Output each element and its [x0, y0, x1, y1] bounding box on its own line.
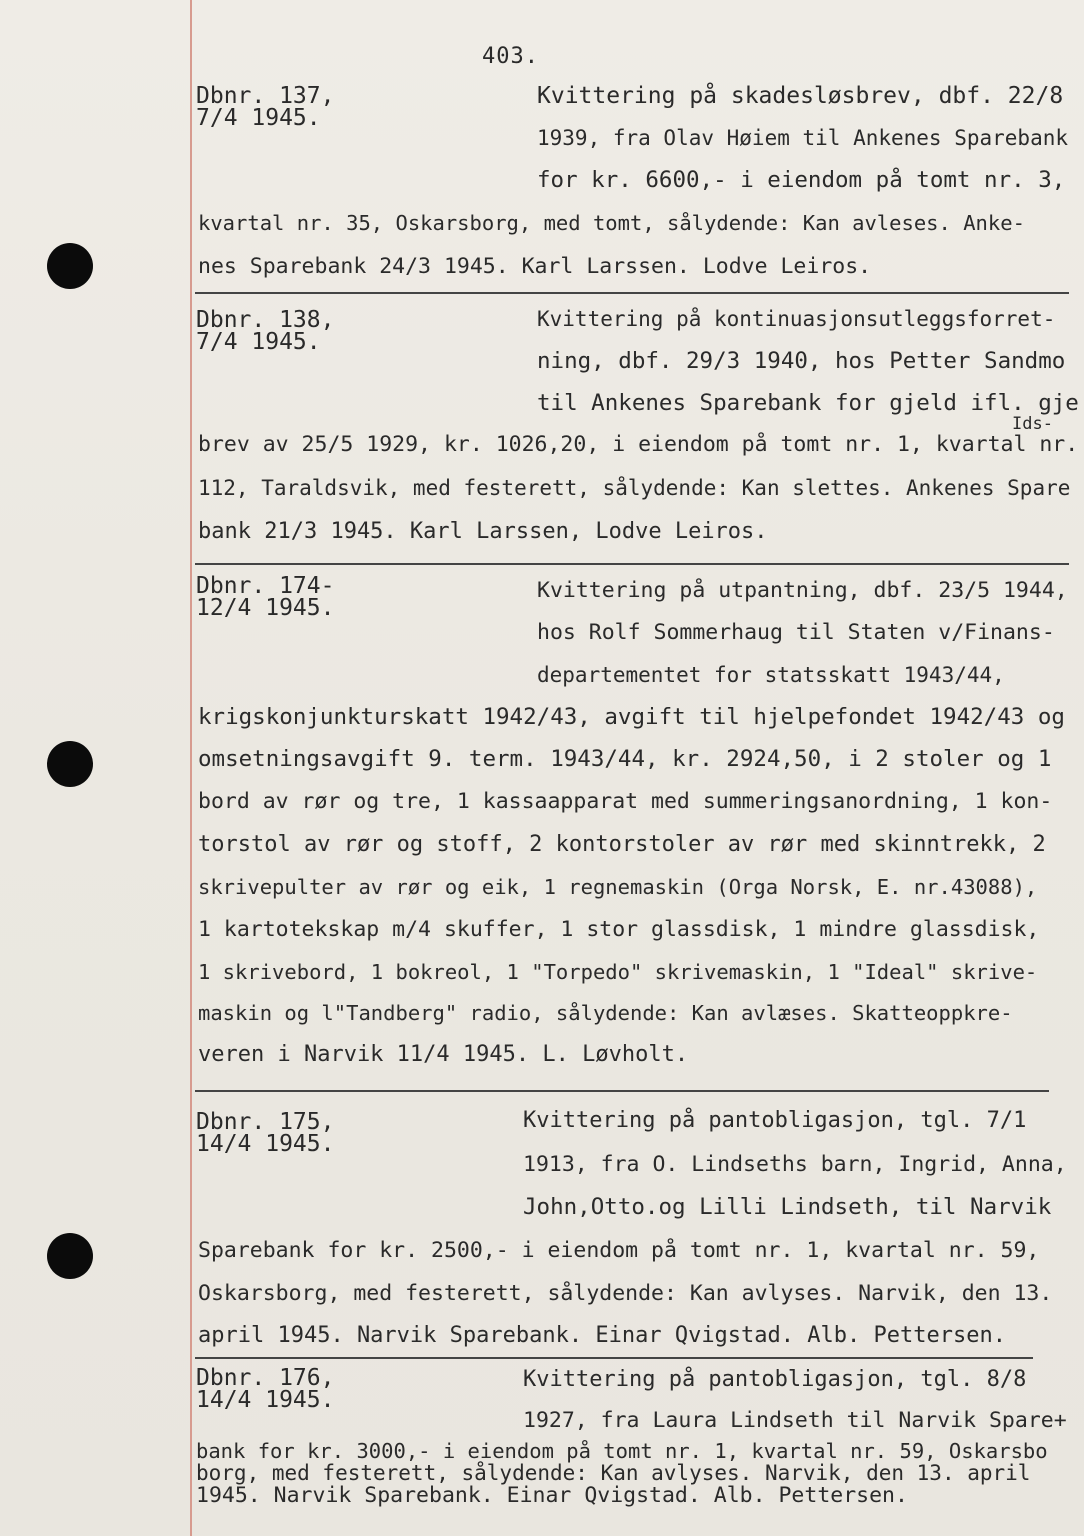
entry-text-line: 1927, fra Laura Lindseth til Narvik Spare+: [523, 1408, 1067, 1433]
entry-text-line: Sparebank for kr. 2500,- i eiendom på tomt nr. 1, kvartal nr. 59,: [198, 1238, 1040, 1263]
entry-ref-number: Dbnr. 174-: [196, 573, 335, 599]
entry-text-line: 1945. Narvik Sparebank. Einar Qvigstad. Alb. Pettersen.: [196, 1483, 908, 1508]
punch-hole: [47, 741, 93, 787]
entry-ref-date: 7/4 1945.: [196, 105, 321, 131]
entry-text-line: omsetningsavgift 9. term. 1943/44, kr. 2924,50, i 2 stoler og 1: [198, 746, 1052, 772]
entry-text-line: 1913, fra O. Lindseths barn, Ingrid, Anna,: [523, 1152, 1067, 1177]
entry-text-line: hos Rolf Sommerhaug til Staten v/Finans-: [537, 620, 1055, 645]
entry-text-line: Kvittering på utpantning, dbf. 23/5 1944,: [537, 578, 1068, 603]
entry-divider: [195, 1090, 1049, 1092]
entry-divider: [195, 1357, 1033, 1359]
entry-text-line: til Ankenes Sparebank for gjeld ifl. gje: [537, 390, 1079, 416]
entry-ref-date: 7/4 1945.: [196, 329, 321, 355]
punch-hole: [47, 1233, 93, 1279]
entry-text-line: maskin og l"Tandberg" radio, sålydende: Kan avlæses. Skatteoppkre-: [198, 1001, 1013, 1025]
entry-text-line: ning, dbf. 29/3 1940, hos Petter Sandmo: [537, 348, 1066, 374]
entry-text-line: skrivepulter av rør og eik, 1 regnemaskin (Orga Norsk, E. nr.43088),: [198, 875, 1038, 899]
entry-text-line: for kr. 6600,- i eiendom på tomt nr. 3,: [537, 167, 1066, 193]
entry-text-line: Ids-: [1012, 414, 1053, 434]
margin-line: [190, 0, 192, 1536]
entry-text-line: Kvittering på skadesløsbrev, dbf. 22/8: [537, 83, 1064, 109]
entry-ref-date: 14/4 1945.: [196, 1131, 335, 1157]
entry-ref-number: Dbnr. 137,: [196, 83, 335, 109]
entry-text-line: Kvittering på pantobligasjon, tgl. 7/1: [523, 1108, 1027, 1133]
entry-text-line: nes Sparebank 24/3 1945. Karl Larssen. Lodve Leiros.: [198, 254, 872, 279]
entry-ref-date: 12/4 1945.: [196, 595, 335, 621]
entry-text-line: John,Otto.og Lilli Lindseth, til Narvik: [523, 1194, 1052, 1220]
entry-divider: [195, 563, 1069, 565]
page-number: 403.: [482, 44, 539, 69]
entry-text-line: 1 kartotekskap m/4 skuffer, 1 stor glassdisk, 1 mindre glassdisk,: [198, 917, 1040, 942]
entry-text-line: departementet for statsskatt 1943/44,: [537, 663, 1005, 687]
entry-ref-number: Dbnr. 138,: [196, 307, 335, 333]
entry-text-line: 112, Taraldsvik, med festerett, sålydende: Kan slettes. Ankenes Spare: [198, 476, 1071, 500]
entry-text-line: torstol av rør og stoff, 2 kontorstoler av rør med skinntrekk, 2: [198, 832, 1046, 857]
entry-text-line: Kvittering på pantobligasjon, tgl. 8/8: [523, 1367, 1027, 1392]
entry-text-line: april 1945. Narvik Sparebank. Einar Qvigstad. Alb. Pettersen.: [198, 1323, 1006, 1348]
entry-ref-number: Dbnr. 176,: [196, 1365, 335, 1391]
entry-ref-date: 14/4 1945.: [196, 1387, 335, 1413]
entry-text-line: veren i Narvik 11/4 1945. L. Løvholt.: [198, 1042, 689, 1067]
entry-text-line: Oskarsborg, med festerett, sålydende: Kan avlyses. Narvik, den 13.: [198, 1281, 1053, 1306]
entry-text-line: borg, med festerett, sålydende: Kan avlyses. Narvik, den 13. april: [196, 1461, 1031, 1485]
entry-text-line: Kvittering på kontinuasjonsutleggsforret-: [537, 307, 1056, 331]
entry-divider: [195, 292, 1069, 294]
entry-text-line: 1939, fra Olav Høiem til Ankenes Sparebank: [537, 126, 1069, 150]
punch-hole: [47, 243, 93, 289]
entry-text-line: bord av rør og tre, 1 kassaapparat med summeringsanordning, 1 kon-: [198, 789, 1053, 814]
entry-text-line: 1 skrivebord, 1 bokreol, 1 "Torpedo" skrivemaskin, 1 "Ideal" skrive-: [198, 960, 1038, 984]
entry-text-line: kvartal nr. 35, Oskarsborg, med tomt, sålydende: Kan avleses. Anke-: [198, 211, 1025, 235]
entry-ref-number: Dbnr. 175,: [196, 1109, 335, 1135]
entry-text-line: bank 21/3 1945. Karl Larssen, Lodve Leiros.: [198, 519, 768, 544]
entry-text-line: brev av 25/5 1929, kr. 1026,20, i eiendom på tomt nr. 1, kvartal nr.: [198, 432, 1079, 457]
entry-text-line: bank for kr. 3000,- i eiendom på tomt nr. 1, kvartal nr. 59, Oskarsbo: [196, 1439, 1048, 1463]
entry-text-line: krigskonjunkturskatt 1942/43, avgift til hjelpefondet 1942/43 og: [198, 704, 1065, 730]
